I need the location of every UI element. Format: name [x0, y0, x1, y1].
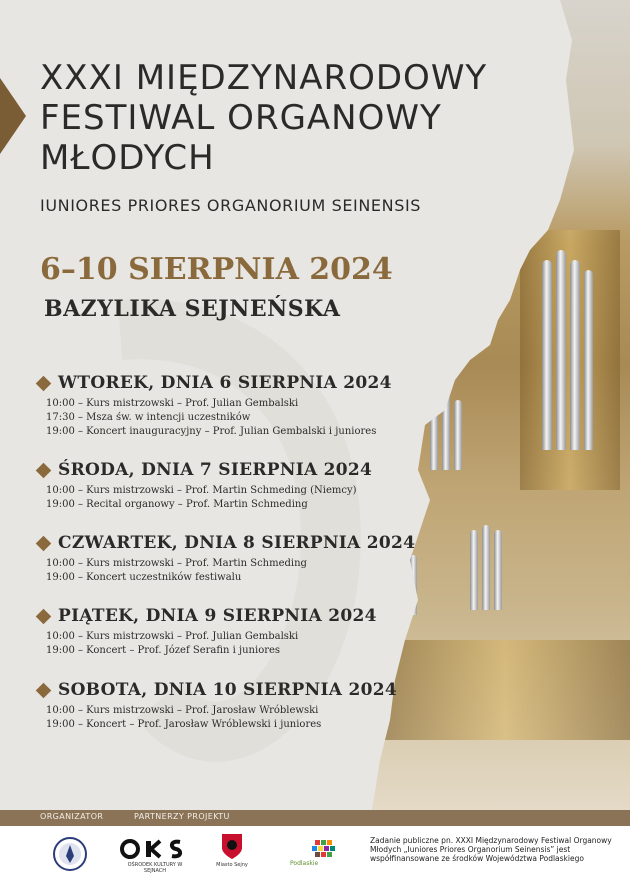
diamond-icon	[36, 462, 52, 478]
latin-subtitle: IUNIORES PRIORES ORGANORIUM SEINENSIS	[40, 196, 422, 215]
event-line: 10:00 – Kurs mistrzowski – Prof. Martin Schmeding (Niemcy)	[46, 485, 357, 496]
event-line: 10:00 – Kurs mistrzowski – Prof. Jarosław Wróblewski	[46, 705, 319, 716]
region-logo	[290, 838, 350, 867]
funding-note: Zadanie publiczne pn. XXXI Międzynarodowy Festiwal Organowy Młodych „Iuniores Priores Organorium Seinensis” jest współfinansowane ze środków Województwa Podlaskiego	[370, 836, 612, 863]
event-line: 10:00 – Kurs mistrzowski – Prof. Julian Gembalski	[46, 631, 299, 642]
parish-logo	[52, 836, 88, 874]
event-line: 19:00 – Koncert uczestników festiwalu	[46, 572, 242, 583]
festival-title: XXXI MIĘDZYNARODOWY FESTIWAL ORGANOWY MŁODYCH	[40, 58, 488, 178]
event-line: 19:00 – Recital organowy – Prof. Martin Schmeding	[46, 499, 308, 510]
day-heading: PIĄTEK, DNIA 9 SIERPNIA 2024	[58, 606, 377, 626]
city-logo-text: Miasto Sejny	[216, 862, 248, 868]
diamond-icon	[36, 682, 52, 698]
diamond-icon	[36, 535, 52, 551]
schedule-day	[38, 460, 418, 512]
festival-venue: BAZYLIKA SEJNEŃSKA	[44, 296, 341, 322]
city-logo	[212, 832, 252, 868]
event-line: 10:00 – Kurs mistrzowski – Prof. Martin Schmeding	[46, 558, 307, 569]
region-logo-text: Podlaskie	[290, 860, 319, 867]
partners-label: PARTNERZY PROJEKTU	[134, 812, 230, 821]
diamond-icon	[36, 375, 52, 391]
event-line: 19:00 – Koncert inauguracyjny – Prof. Julian Gembalski i juniores	[46, 426, 377, 437]
event-line: 19:00 – Koncert – Prof. Józef Serafin i juniores	[46, 645, 281, 656]
decorative-notch	[0, 78, 26, 154]
oks-logo-text: OŚRODEK KULTURY W SEJNACH	[127, 862, 183, 874]
event-line: 10:00 – Kurs mistrzowski – Prof. Julian Gembalski	[46, 398, 299, 409]
organizer-label: ORGANIZATOR	[40, 812, 104, 821]
schedule-day	[38, 373, 418, 439]
festival-dates: 6–10 SIERPNIA 2024	[40, 252, 393, 287]
day-heading: ŚRODA, DNIA 7 SIERPNIA 2024	[58, 460, 373, 480]
schedule-day	[38, 606, 418, 658]
footer-bar	[0, 810, 630, 826]
schedule-day	[38, 680, 418, 732]
day-heading: SOBOTA, DNIA 10 SIERPNIA 2024	[58, 680, 397, 700]
day-heading: CZWARTEK, DNIA 8 SIERPNIA 2024	[58, 533, 416, 553]
event-line: 19:00 – Koncert – Prof. Jarosław Wróblewski i juniores	[46, 719, 322, 730]
schedule-day	[38, 533, 418, 585]
oks-logo	[118, 838, 192, 874]
day-heading: WTOREK, DNIA 6 SIERPNIA 2024	[58, 373, 392, 393]
event-line: 17:30 – Msza św. w intencji uczestników	[46, 412, 251, 423]
diamond-icon	[36, 608, 52, 624]
